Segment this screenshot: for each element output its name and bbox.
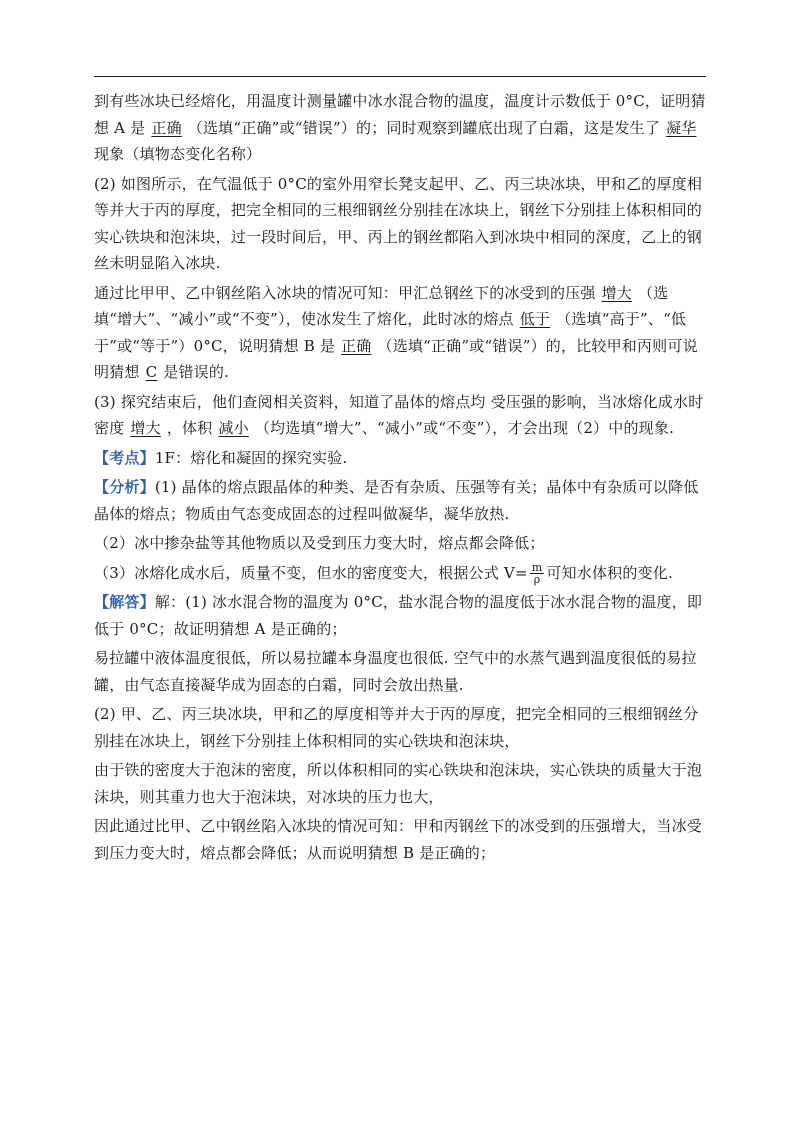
header-rule (94, 76, 706, 77)
answer-blank: 低于 (519, 310, 551, 328)
fraction-numerator: m (531, 561, 543, 574)
text: ，体积 (166, 419, 213, 437)
jieda-tag: 【解答】 (94, 593, 155, 611)
fraction-denominator: ρ (533, 573, 541, 586)
text: 是错误的. (163, 363, 230, 381)
paragraph-continuation (94, 88, 706, 168)
text: 到有些冰块已经熔化，用温度计测量罐中冰水混合物的温度，温度计示数低于 0°C，证明猜想 A 是 (94, 92, 706, 137)
fenxi-section (94, 474, 706, 527)
jieda-line-2: 易拉罐中液体温度很低，所以易拉罐本身温度也很低. 空气中的水蒸气遇到温度很低的易拉罐，由气态直接凝华成为固态的白霜，同时会放出热量. (94, 649, 697, 694)
text: （选填“正确”或“错误”）的，比较甲和丙则可说明猜想 (94, 336, 698, 381)
fenxi-line-3 (94, 560, 706, 587)
answer-blank: 正确 (151, 118, 182, 137)
fenxi-text: (1) 晶体的熔点跟晶体的种类、是否有杂质、压强等有关；晶体中有杂质可以降低晶体的熔点；物质由气态变成固态的过程叫做凝华，凝华放热. (94, 478, 699, 523)
answer-blank: 凝华 (666, 118, 697, 137)
answer-blank: C (145, 363, 158, 381)
fenxi-line-2: （2）冰中掺杂盐等其他物质以及受到压力变大时，熔点都会降低； (94, 534, 545, 552)
document-body (94, 88, 706, 869)
question-part-3 (94, 389, 706, 442)
paragraph-conclusion (94, 280, 706, 386)
text: （选填“高于”、“低于”或“等于”）0°C，说明猜想 B 是 (94, 310, 687, 355)
formula-fraction (530, 562, 545, 585)
text: （3）冰熔化成水后，质量不变，但水的密度变大，根据公式 V= (94, 563, 528, 582)
answer-blank: 正确 (341, 336, 372, 355)
text: （选填“正确”或“错误”）的；同时观察到罐底出现了白霜，这是发生了 (187, 118, 661, 137)
kaodian-tag: 【考点】 (94, 448, 155, 467)
answer-blank: 减小 (218, 419, 249, 437)
text: 通过比甲甲、乙中钢丝陷入冰块的情况可知：甲汇总钢丝下的冰受到的压强 (94, 283, 596, 302)
jieda-line-5: 因此通过比甲、乙中钢丝陷入冰块的情况可知：甲和丙钢丝下的冰受到的压强增大，当冰受到压力变大时，熔点都会降低；从而说明猜想 B 是正确的； (94, 817, 703, 862)
text: （均选填“增大”、“减小”或“不变”），才会出现（2）中的现象. (254, 419, 675, 437)
answer-blank: 增大 (601, 283, 633, 302)
question-part-2: (2) 如图所示，在气温低于 0°C的室外用窄长凳支起甲、乙、丙三块冰块，甲和乙的厚度相等并大于丙的厚度，把完全相同的三根细钢丝分别挂在冰块上，钢丝下分别挂上体积相同的实心铁块和泡沫块，过一段时间后，甲、丙上的钢丝都陷入到冰块中相同的深度，乙上的钢丝未明显陷入冰块. (94, 174, 703, 272)
jieda-line-3: (2) 甲、乙、丙三块冰块，甲和乙的厚度相等并大于丙的厚度，把完全相同的三根细钢丝分别挂在冰块上，钢丝下分别挂上体积相同的实心铁块和泡沫块， (94, 705, 699, 750)
jieda-line-4: 由于铁的密度大于泡沫的密度，所以体积相同的实心铁块和泡沫块，实心铁块的质量大于泡沫块，则其重力也大于泡沫块，对冰块的压力也大， (94, 761, 703, 806)
text: 可知水体积的变化. (546, 563, 673, 582)
jieda-text: 解：(1) 冰水混合物的温度为 0°C，盐水混合物的温度低于冰水混合物的温度，即低于 0°C；故证明猜想 A 是正确的； (94, 593, 703, 638)
kaodian-text: 1F：熔化和凝固的探究实验. (154, 448, 348, 467)
text: (3) 探究结束后，他们查阅相关资料，知道了晶体的熔点均 受压强的影响，当冰熔化成水时密度 (94, 392, 704, 437)
answer-blank: 增大 (130, 419, 161, 437)
fenxi-tag: 【分析】 (94, 478, 155, 496)
kaodian-section (94, 445, 706, 472)
text: 现象（填物态变化名称） (94, 145, 262, 163)
text: （选填“增大”、“减小”或“不变”），使冰发生了熔化，此时冰的熔点 (94, 283, 669, 328)
jieda-section (94, 589, 706, 642)
